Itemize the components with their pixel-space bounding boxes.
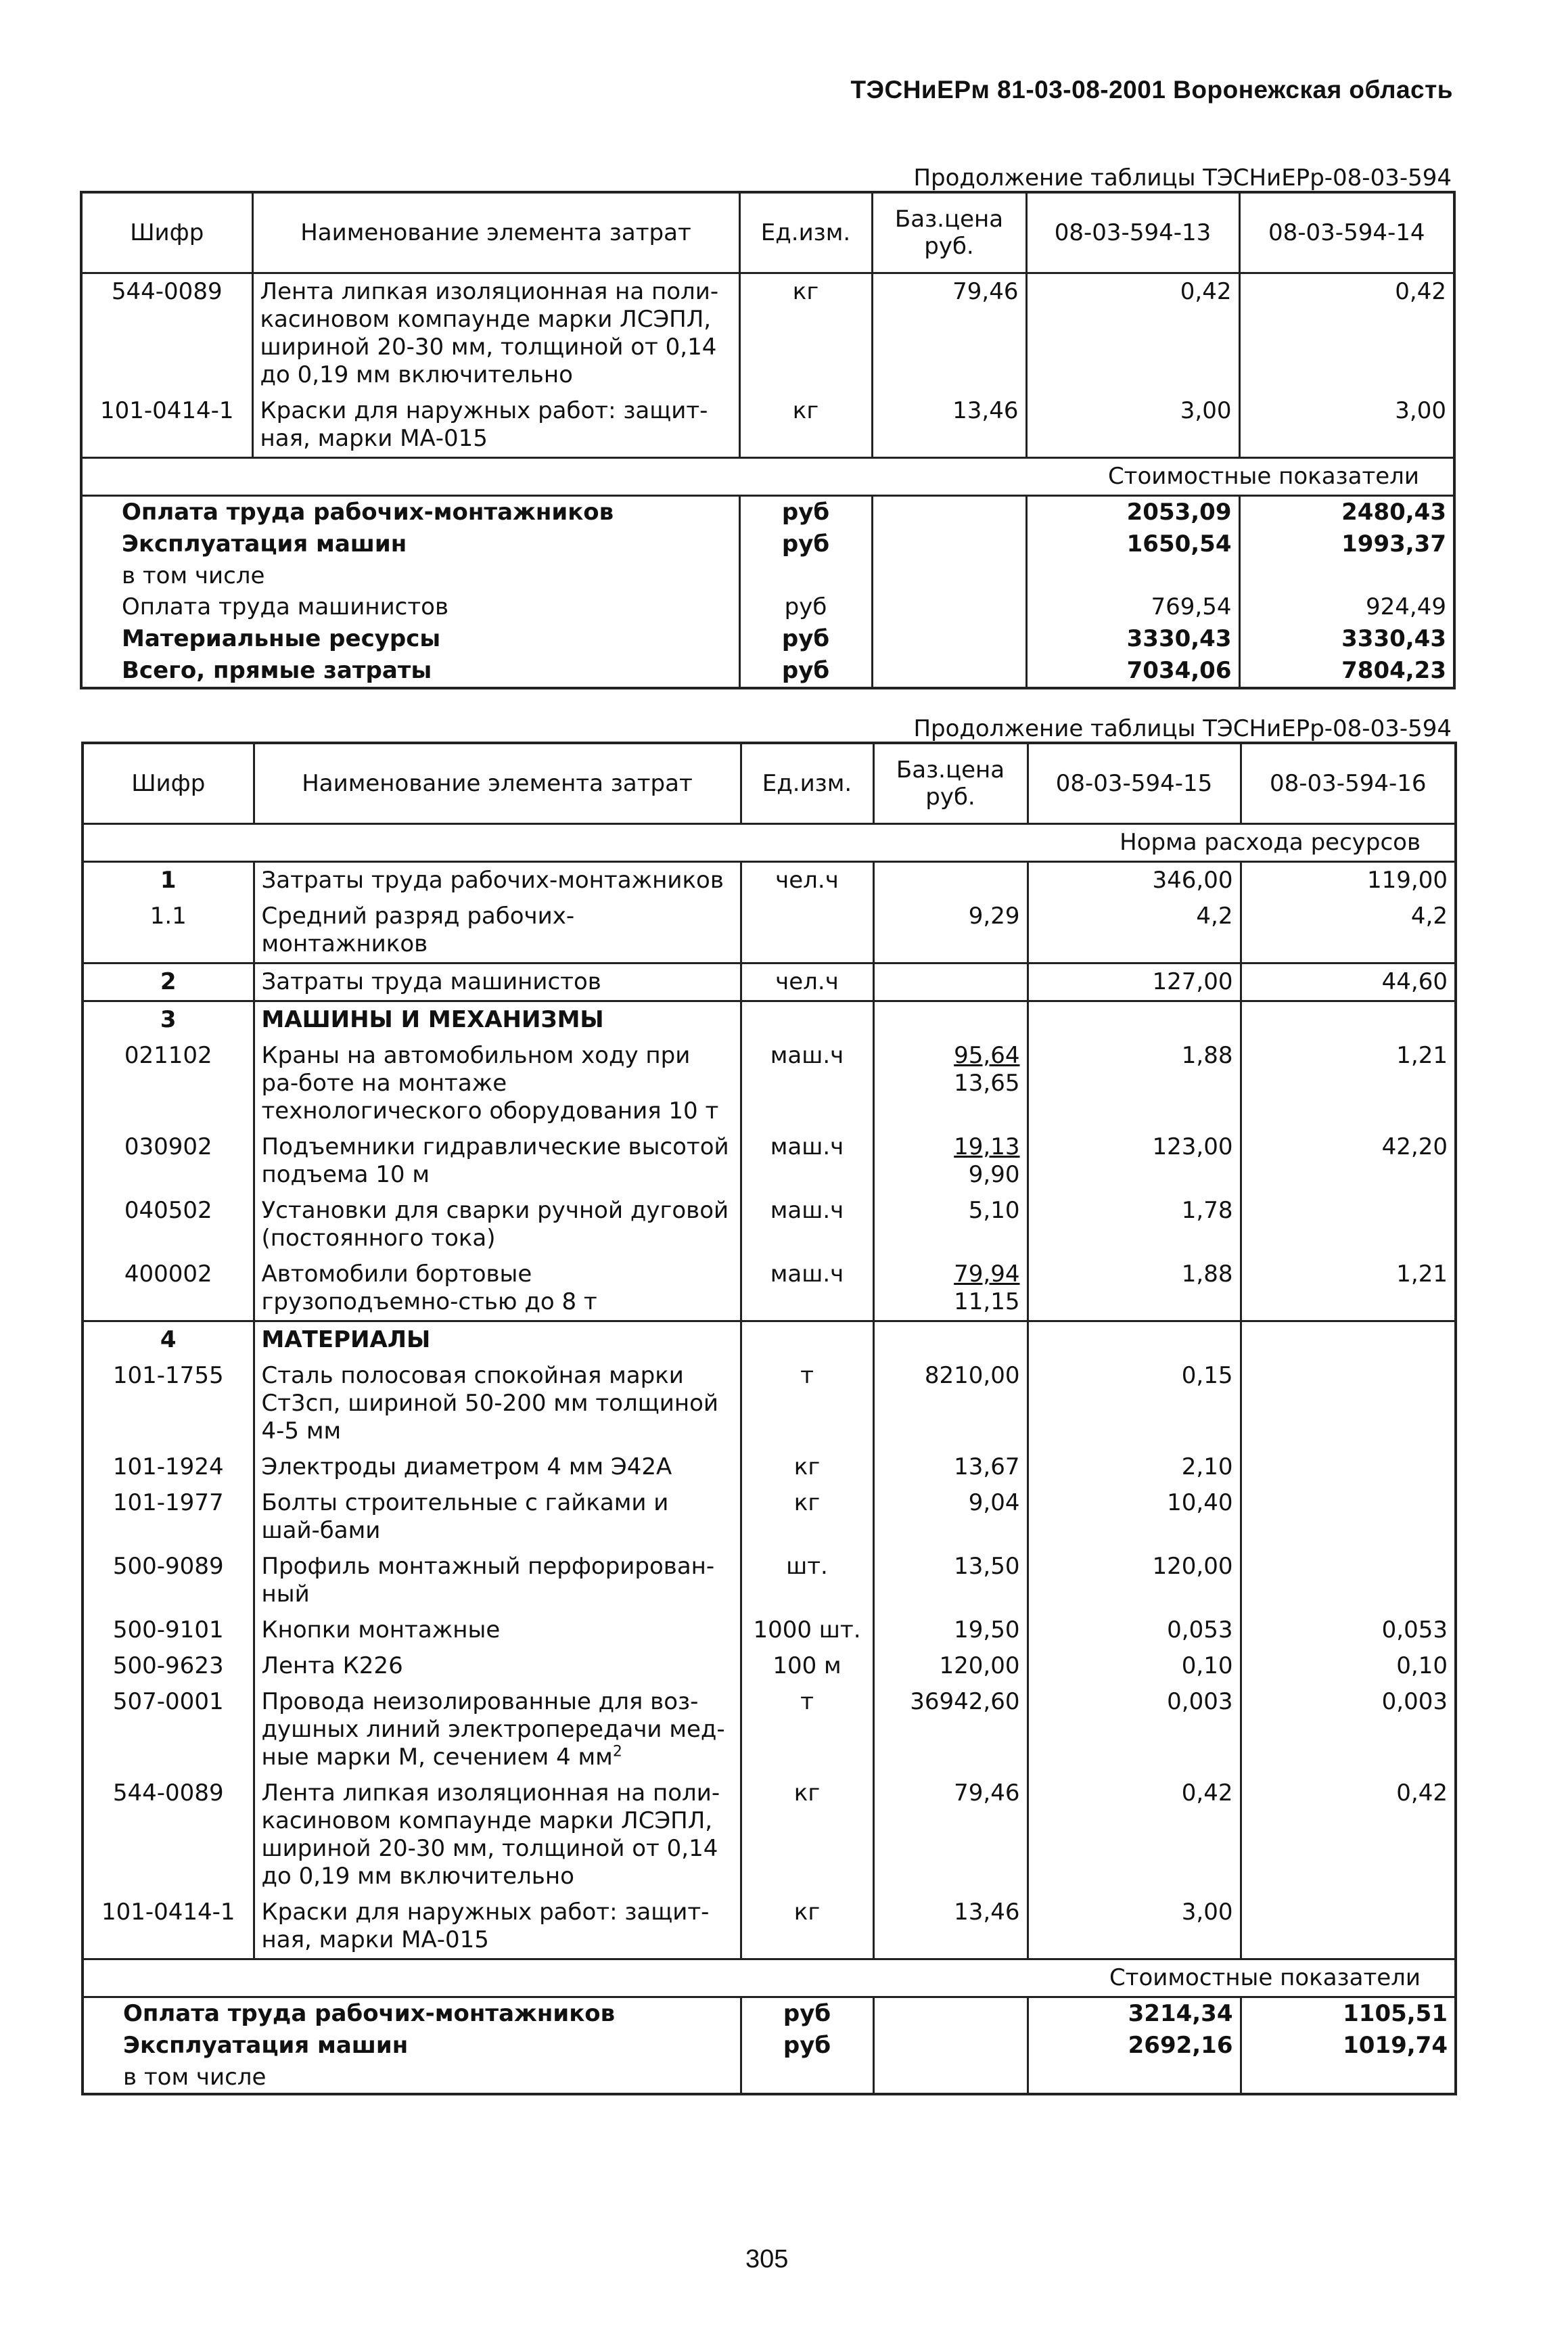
cost-name: Оплата труда рабочих-монтажников xyxy=(81,496,739,529)
cost-base-price xyxy=(873,2062,1028,2094)
cost-value-col1 xyxy=(1028,2062,1241,2094)
row-base-price: 79,46 xyxy=(872,273,1026,394)
row-name xyxy=(254,1684,741,1775)
row-code: 101-0414-1 xyxy=(83,1894,254,1959)
row-value-col1: 0,10 xyxy=(1028,1648,1241,1684)
row-name: Затраты труда рабочих-монтажников xyxy=(254,862,741,899)
table-continuation-caption: Продолжение таблицы ТЭСНиЕРр-08-03-594 xyxy=(913,715,1452,742)
table-row xyxy=(83,1193,1456,1256)
base-price-wages: 11,15 xyxy=(954,1288,1020,1315)
cost-row xyxy=(81,655,1454,688)
row-code: 1 xyxy=(83,862,254,899)
column-header: 08-03-594-15 xyxy=(1028,743,1241,824)
cost-unit: руб xyxy=(741,1997,873,2030)
row-base-price: 13,67 xyxy=(873,1449,1028,1485)
cost-value-col2: 1105,51 xyxy=(1241,1997,1456,2030)
row-code: 101-0414-1 xyxy=(81,393,252,458)
table-row xyxy=(83,963,1456,1001)
row-base-price: 5,10 xyxy=(873,1193,1028,1256)
row-value-col2: 0,10 xyxy=(1241,1648,1456,1684)
cost-value-col2 xyxy=(1241,2062,1456,2094)
row-name: Краны на автомобильном ходу при ра-боте на монтаже технологического оборудования 10 т xyxy=(254,1038,741,1129)
cost-value-col1: 3214,34 xyxy=(1028,1997,1241,2030)
row-code: 021102 xyxy=(83,1038,254,1129)
cost-base-price xyxy=(872,560,1026,591)
row-value-col1: 3,00 xyxy=(1028,1894,1241,1959)
cost-row xyxy=(81,623,1454,655)
cost-base-price xyxy=(872,591,1026,623)
table-row xyxy=(83,1001,1456,1039)
row-code: 500-9101 xyxy=(83,1612,254,1648)
row-name: Средний разряд рабочих-монтажников xyxy=(254,899,741,963)
table-continuation-caption: Продолжение таблицы ТЭСНиЕРр-08-03-594 xyxy=(913,164,1452,191)
cost-value-col2: 2480,43 xyxy=(1239,496,1454,529)
row-value-col1: 10,40 xyxy=(1028,1485,1241,1549)
row-name: Установки для сварки ручной дуговой (постоянного тока) xyxy=(254,1193,741,1256)
cost-name: Эксплуатация машин xyxy=(83,2030,741,2062)
row-code: 101-1755 xyxy=(83,1358,254,1449)
row-value-col2: 0,42 xyxy=(1241,1775,1456,1894)
row-base-price: 79,46 xyxy=(873,1775,1028,1894)
row-base-price xyxy=(873,1001,1028,1039)
row-unit: маш.ч xyxy=(741,1129,873,1193)
cost-base-price xyxy=(873,1997,1028,2030)
row-base-price: 13,46 xyxy=(873,1894,1028,1959)
table-row xyxy=(83,1485,1456,1549)
table-row xyxy=(81,273,1454,394)
cost-value-col2: 7804,23 xyxy=(1239,655,1454,688)
base-price-wages: 13,65 xyxy=(954,1070,1020,1097)
row-value-col2 xyxy=(1241,1894,1456,1959)
row-base-price xyxy=(873,1321,1028,1359)
row-name: Лента липкая изоляционная на поли-касиновом компаунде марки ЛСЭПЛ, шириной 20-30 мм, толщиной от 0,14 до 0,19 мм включительно xyxy=(254,1775,741,1894)
column-header: Баз.цена руб. xyxy=(872,192,1026,273)
cost-value-col1: 1650,54 xyxy=(1026,528,1239,560)
row-value-col2 xyxy=(1241,1549,1456,1612)
row-name: Лента К226 xyxy=(254,1648,741,1684)
cost-unit: руб xyxy=(739,496,872,529)
row-value-col1: 0,003 xyxy=(1028,1684,1241,1775)
cost-value-col1 xyxy=(1026,560,1239,591)
cost-unit: руб xyxy=(739,528,872,560)
base-price-wages: 9,90 xyxy=(968,1161,1020,1188)
cost-base-price xyxy=(872,528,1026,560)
cost-value-col2 xyxy=(1239,560,1454,591)
row-unit: 1000 шт. xyxy=(741,1612,873,1648)
row-name: Затраты труда машинистов xyxy=(254,963,741,1001)
cost-unit xyxy=(741,2062,873,2094)
column-header: Наименование элемента затрат xyxy=(254,743,741,824)
row-unit: т xyxy=(741,1358,873,1449)
row-name: Подъемники гидравлические высотой подъема 10 м xyxy=(254,1129,741,1193)
row-value-col2: 1,21 xyxy=(1241,1038,1456,1129)
column-header: Ед.изм. xyxy=(741,743,873,824)
table-header-row xyxy=(81,192,1454,273)
cost-value-col2: 924,49 xyxy=(1239,591,1454,623)
row-base-price: 36942,60 xyxy=(873,1684,1028,1775)
row-unit xyxy=(741,1001,873,1039)
cost-base-price xyxy=(873,2030,1028,2062)
row-unit: маш.ч xyxy=(741,1256,873,1321)
row-base-price: 8210,00 xyxy=(873,1358,1028,1449)
column-header: Наименование элемента затрат xyxy=(252,192,739,273)
row-value-col1: 346,00 xyxy=(1028,862,1241,899)
row-code: 101-1924 xyxy=(83,1449,254,1485)
table-header-row xyxy=(83,743,1456,824)
cost-base-price xyxy=(872,623,1026,655)
column-header: Шифр xyxy=(81,192,252,273)
cost-row xyxy=(81,560,1454,591)
row-value-col1: 2,10 xyxy=(1028,1449,1241,1485)
row-name: МАТЕРИАЛЫ xyxy=(254,1321,741,1359)
row-name: МАШИНЫ И МЕХАНИЗМЫ xyxy=(254,1001,741,1039)
row-value-col1 xyxy=(1028,1321,1241,1359)
row-name: Автомобили бортовые грузоподъемно-стью до 8 т xyxy=(254,1256,741,1321)
row-code: 500-9089 xyxy=(83,1549,254,1612)
cost-unit: руб xyxy=(739,591,872,623)
section-band-label: Стоимостные показатели xyxy=(81,458,1454,496)
row-value-col1: 0,15 xyxy=(1028,1358,1241,1449)
row-value-col2: 0,053 xyxy=(1241,1612,1456,1648)
cost-unit xyxy=(739,560,872,591)
row-unit: чел.ч xyxy=(741,862,873,899)
row-value-col2 xyxy=(1241,1321,1456,1359)
column-header: 08-03-594-16 xyxy=(1241,743,1456,824)
row-value-col2: 3,00 xyxy=(1239,393,1454,458)
row-value-col1: 0,053 xyxy=(1028,1612,1241,1648)
row-value-col1: 1,88 xyxy=(1028,1038,1241,1129)
cost-row xyxy=(83,1997,1456,2030)
row-value-col2 xyxy=(1241,1449,1456,1485)
document-header-title: ТЭСНиЕРм 81-03-08-2001 Воронежская область xyxy=(850,76,1453,104)
row-unit: маш.ч xyxy=(741,1193,873,1256)
row-unit: кг xyxy=(741,1449,873,1485)
table-row xyxy=(83,1038,1456,1129)
row-code: 1.1 xyxy=(83,899,254,963)
base-price-total: 95,64 xyxy=(954,1042,1020,1069)
row-value-col2: 42,20 xyxy=(1241,1129,1456,1193)
row-code: 030902 xyxy=(83,1129,254,1193)
row-base-price: 13,50 xyxy=(873,1549,1028,1612)
row-unit: 100 м xyxy=(741,1648,873,1684)
row-unit: т xyxy=(741,1684,873,1775)
table-row xyxy=(83,1549,1456,1612)
row-name: Профиль монтажный перфорирован-ный xyxy=(254,1549,741,1612)
base-price-total: 19,13 xyxy=(954,1133,1020,1160)
row-base-price xyxy=(873,1256,1028,1321)
row-name: Болты строительные с гайками и шай-бами xyxy=(254,1485,741,1549)
cost-name: Всего, прямые затраты xyxy=(81,655,739,688)
cost-name: Материальные ресурсы xyxy=(81,623,739,655)
row-base-price: 120,00 xyxy=(873,1648,1028,1684)
row-name: Сталь полосовая спокойная марки Ст3сп, шириной 50-200 мм толщиной 4-5 мм xyxy=(254,1358,741,1449)
row-value-col1: 120,00 xyxy=(1028,1549,1241,1612)
cost-row xyxy=(81,528,1454,560)
cost-name: Оплата труда рабочих-монтажников xyxy=(83,1997,741,2030)
row-code: 400002 xyxy=(83,1256,254,1321)
cost-value-col2: 1019,74 xyxy=(1241,2030,1456,2062)
row-value-col1: 4,2 xyxy=(1028,899,1241,963)
row-base-price xyxy=(873,1038,1028,1129)
section-band-row xyxy=(81,458,1454,496)
cost-value-col1: 2692,16 xyxy=(1028,2030,1241,2062)
row-unit: кг xyxy=(741,1775,873,1894)
resource-table-15-16 xyxy=(81,742,1457,2095)
row-name: Краски для наружных работ: защит-ная, марки МА-015 xyxy=(254,1894,741,1959)
row-name-text: Провода неизолированные для воз-душных линий электропередачи мед-ные марки М, сечением 4 мм xyxy=(261,1688,725,1771)
cost-unit: руб xyxy=(739,623,872,655)
cost-base-price xyxy=(872,655,1026,688)
cost-base-price xyxy=(872,496,1026,529)
row-value-col1: 1,78 xyxy=(1028,1193,1241,1256)
section-band-label: Стоимостные показатели xyxy=(83,1959,1456,1997)
column-header: 08-03-594-13 xyxy=(1026,192,1239,273)
cost-row xyxy=(83,2030,1456,2062)
row-base-price xyxy=(873,963,1028,1001)
section-band-row xyxy=(83,1959,1456,1997)
row-value-col2 xyxy=(1241,1001,1456,1039)
cost-value-col1: 3330,43 xyxy=(1026,623,1239,655)
cost-unit: руб xyxy=(739,655,872,688)
cost-row xyxy=(83,2062,1456,2094)
column-header: 08-03-594-14 xyxy=(1239,192,1454,273)
cost-value-col2: 1993,37 xyxy=(1239,528,1454,560)
table-row xyxy=(83,1612,1456,1648)
row-unit: кг xyxy=(739,273,872,394)
row-base-price: 13,46 xyxy=(872,393,1026,458)
row-unit xyxy=(741,899,873,963)
row-base-price: 9,29 xyxy=(873,899,1028,963)
unit-superscript: 2 xyxy=(612,1743,622,1761)
row-value-col1: 0,42 xyxy=(1028,1775,1241,1894)
table-row xyxy=(83,1775,1456,1894)
row-code: 4 xyxy=(83,1321,254,1359)
row-value-col2 xyxy=(1241,1193,1456,1256)
table-row xyxy=(83,899,1456,963)
row-unit: кг xyxy=(739,393,872,458)
cost-name: в том числе xyxy=(81,560,739,591)
table-row xyxy=(83,1256,1456,1321)
table-row xyxy=(83,1358,1456,1449)
section-band-label: Норма расхода ресурсов xyxy=(83,824,1456,862)
table-row xyxy=(81,393,1454,458)
row-name: Лента липкая изоляционная на поли-касиновом компаунде марки ЛСЭПЛ, шириной 20-30 мм, толщиной от 0,14 до 0,19 мм включительно xyxy=(252,273,739,394)
row-code: 544-0089 xyxy=(83,1775,254,1894)
cost-value-col1: 769,54 xyxy=(1026,591,1239,623)
row-code: 040502 xyxy=(83,1193,254,1256)
row-unit xyxy=(741,1321,873,1359)
table-row xyxy=(83,1129,1456,1193)
row-value-col1: 3,00 xyxy=(1026,393,1239,458)
resource-table-13-14 xyxy=(80,191,1456,689)
row-unit: кг xyxy=(741,1485,873,1549)
row-value-col2 xyxy=(1241,1358,1456,1449)
row-base-price xyxy=(873,862,1028,899)
cost-name: Оплата труда машинистов xyxy=(81,591,739,623)
table-row xyxy=(83,1449,1456,1485)
cost-name: Эксплуатация машин xyxy=(81,528,739,560)
page-number: 305 xyxy=(745,2245,789,2273)
row-value-col2: 44,60 xyxy=(1241,963,1456,1001)
row-value-col2: 0,42 xyxy=(1239,273,1454,394)
row-value-col1: 127,00 xyxy=(1028,963,1241,1001)
column-header: Ед.изм. xyxy=(739,192,872,273)
row-base-price xyxy=(873,1129,1028,1193)
row-code: 544-0089 xyxy=(81,273,252,394)
cost-name: в том числе xyxy=(83,2062,741,2094)
table-row xyxy=(83,1684,1456,1775)
row-value-col1: 1,88 xyxy=(1028,1256,1241,1321)
row-code: 500-9623 xyxy=(83,1648,254,1684)
row-value-col1: 123,00 xyxy=(1028,1129,1241,1193)
table-row xyxy=(83,1321,1456,1359)
row-base-price: 9,04 xyxy=(873,1485,1028,1549)
row-code: 507-0001 xyxy=(83,1684,254,1775)
table-row xyxy=(83,1894,1456,1959)
cost-row xyxy=(81,496,1454,529)
section-band-row xyxy=(83,824,1456,862)
row-value-col2: 4,2 xyxy=(1241,899,1456,963)
row-value-col2: 1,21 xyxy=(1241,1256,1456,1321)
column-header: Баз.цена руб. xyxy=(873,743,1028,824)
row-value-col2 xyxy=(1241,1485,1456,1549)
row-name: Электроды диаметром 4 мм Э42А xyxy=(254,1449,741,1485)
row-name: Краски для наружных работ: защит-ная, марки МА-015 xyxy=(252,393,739,458)
row-name: Кнопки монтажные xyxy=(254,1612,741,1648)
table-row xyxy=(83,1648,1456,1684)
column-header: Шифр xyxy=(83,743,254,824)
row-code: 101-1977 xyxy=(83,1485,254,1549)
row-value-col1 xyxy=(1028,1001,1241,1039)
row-code: 3 xyxy=(83,1001,254,1039)
row-value-col1: 0,42 xyxy=(1026,273,1239,394)
row-unit: шт. xyxy=(741,1549,873,1612)
row-base-price: 19,50 xyxy=(873,1612,1028,1648)
cost-value-col2: 3330,43 xyxy=(1239,623,1454,655)
row-unit: кг xyxy=(741,1894,873,1959)
row-value-col2: 0,003 xyxy=(1241,1684,1456,1775)
base-price-total: 79,94 xyxy=(954,1261,1020,1288)
row-value-col2: 119,00 xyxy=(1241,862,1456,899)
cost-value-col1: 2053,09 xyxy=(1026,496,1239,529)
cost-row xyxy=(81,591,1454,623)
table-row xyxy=(83,862,1456,899)
cost-unit: руб xyxy=(741,2030,873,2062)
row-unit: маш.ч xyxy=(741,1038,873,1129)
row-unit: чел.ч xyxy=(741,963,873,1001)
cost-value-col1: 7034,06 xyxy=(1026,655,1239,688)
row-code: 2 xyxy=(83,963,254,1001)
